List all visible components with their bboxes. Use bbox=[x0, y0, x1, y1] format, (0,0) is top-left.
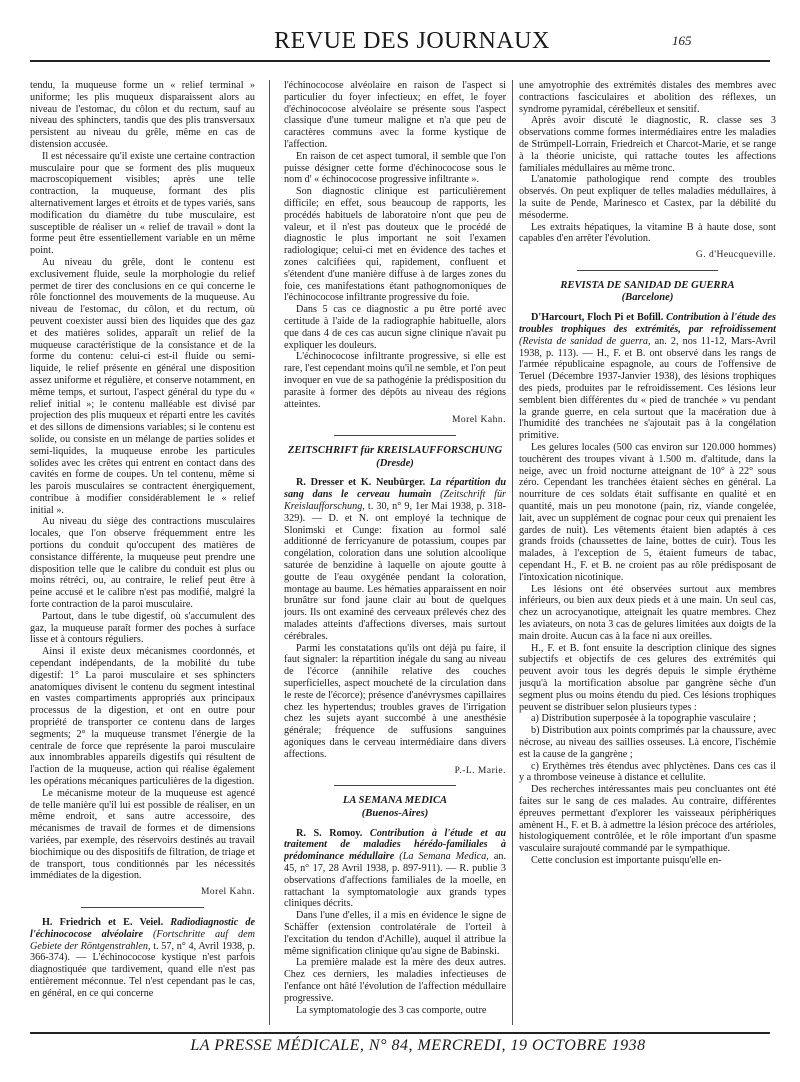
paragraph: Les lésions ont été observées surtout aux membres inférieurs, ou bien aux deux pieds et à une main. Un seul cas, chez un acrocyanotique, atteignait les quatre membres. Chez les aviateurs, on nota 3 cas de gelures limitées aux doigts de la main droite. Aucun cas à la face ni aux oreilles. bbox=[519, 583, 776, 642]
article-title: Radiodiagnostic de l'échinococose alvéolaire bbox=[30, 916, 255, 940]
paragraph: L'échinococose infiltrante progressive, si elle est rare, l'est cependant moins qu'il ne semble, et l'on peut invoquer en vue de sa pathogénie la prédisposition du parasite à former des dépôts au niveau des régions atteintes. bbox=[284, 351, 506, 410]
section-title: ZEITSCHRIFT für KREISLAUFFORSCHUNG bbox=[287, 445, 503, 457]
column-rule bbox=[512, 80, 513, 1025]
section-city: (Buenos-Aires) bbox=[361, 807, 429, 819]
page-header-title: REVUE DES JOURNAUX bbox=[274, 28, 550, 54]
article-body: — L'échinococose kystique n'est parfois diagnostiquée que tardivement, quand elle n'est pas entièrement méconnue. Tel n'est cependant pas le cas, en général, en ce qui concerne bbox=[30, 952, 255, 999]
paragraph: Il est nécessaire qu'il existe une certaine contraction musculaire pour que se forment des plis muqueux macroscopiquement visibles; après une telle contraction, la muqueuse, formant des plis alternativement larges et étroits et de types variés, sans modification du diamètre du tube musculaire, est susceptible de réaliser un « relief de travail » dont la forme peut être essentiellement variable en un même point. bbox=[30, 150, 255, 257]
paragraph: En raison de cet aspect tumoral, il semble que l'on puisse désigner cette forme d'échinococose sous le nom d' « échinococose progressive infiltrante ». bbox=[284, 150, 506, 186]
article-authors: H. Friedrich et E. Veiel. bbox=[42, 916, 164, 928]
article-entry bbox=[30, 917, 255, 1000]
signature: G. d'Heucqueville. bbox=[695, 250, 776, 261]
paragraph: Ainsi il existe deux mécanismes coordonnés, et cependant indépendants, de la mobilité du tube digestif: 1° La paroi musculaire et ses sphincters anatomiques divisent le contenu du segment intestinal en vastes compartiments appropriés aux principaux processus de la digestion, et ont en outre pour propriété de transporter ce contenu dans de larges segments; 2° la muqueuse transmet l'énergie de la centrale de force que représente la paroi musculaire aux innombrables appareils digestifs qui résultent de l'action de la muqueuse, action qui réalise également les opérations mécaniques particulières de la digestion. bbox=[30, 646, 255, 788]
paragraph: Dans l'une d'elles, il a mis en évidence le signe de Schäffer (extension controlatérale de l'orteil à l'excitation du tendon d'Achille), auquel il attribue la même signification clinique qu'au signe de Babinski. bbox=[284, 910, 506, 957]
paragraph: Les extraits hépatiques, la vitamine B à haute dose, sont capables d'en arrêter l'évolution. bbox=[519, 221, 776, 245]
paragraph: Des recherches intéressantes mais peu concluantes ont été faites sur le sang de ces malades. Au contraire, différentes épreuves permettant d'explorer les vaisseaux périphériques amènent H., F. et B. à admettre la lésion précoce des artérioles, histologiquement contrôlée, et le rôle important d'un spasme vasculaire surajouté commandé par le sympathique. bbox=[519, 784, 776, 855]
separator bbox=[81, 907, 205, 908]
paragraph: Dans 5 cas ce diagnostic a pu être porté avec certitude à l'aide de la radiographie habituelle, alors que dans 4 de ces cas aucun signe clinique n'avait pu expliquer les douleurs. bbox=[284, 304, 506, 351]
article-entry bbox=[284, 477, 506, 642]
article-body: — R. publie 3 observations d'affections familiales de la moelle, en rattachant la symptomatologie aux grands types cliniques décrits. bbox=[284, 863, 506, 910]
article-authors: R. Dresser et K. Neubürger. bbox=[296, 477, 426, 489]
paragraph: Son diagnostic clinique est particulièrement difficile; en effet, sous beaucoup de rapports, les procédés habituels de laboratoire n'ont que peu de valeur, et il n'est pas douteux que le procédé de diagnostic le plus important ne soit l'examen radiologique; celui-ci met en évidence des taches et zones calcifiées qui, rapidement, confluent et s'étendent d'une manière diffuse à de larges zones du foie, ces manifestations étant pathognomoniques de l'échinococose infiltrante progressive du foie. bbox=[284, 186, 506, 304]
section-title: REVISTA DE SANIDAD DE GUERRA bbox=[560, 279, 735, 291]
paragraph: H., F. et B. font ensuite la description clinique des signes subjectifs et objectifs de ces gelures des extrémités qui peuvent avoir tous les degrés depuis le simple érythème jusqu'à la mortification absolue par gangrène sèche d'un segment plus ou moins étendu du pied. Ces lésions trophiques peuvent se distribuer selon plusieurs types : bbox=[519, 642, 776, 713]
column-2 bbox=[284, 80, 506, 1028]
article-ref: t. 57, n° 4, Avril 1938, p. 366-374). bbox=[30, 940, 255, 964]
page-footer: LA PRESSE MÉDICALE, N° 84, MERCREDI, 19 OCTOBRE 1938 bbox=[190, 1037, 646, 1054]
signature: P.-L. Marie. bbox=[454, 765, 506, 776]
article-ref: an. 2, nos 11-12, Mars-Avril 1938, p. 113). bbox=[519, 335, 776, 359]
column-1 bbox=[30, 80, 255, 1028]
list-item: c) Erythèmes très étendus avec phlyctènes. Dans ces cas il y a thrombose veineuse à distance et cellulite. bbox=[519, 760, 776, 784]
paragraph: Au niveau du siège des contractions musculaires locales, que l'on observe fréquemment entre les portions du conduit qu'occupent des matières de consistance différente, la muqueuse peut prendre une disposition telle que le calibre du conduit est plus ou moins rétréci, ou, au contraire, le relief peut être à peine accusé et le calibre n'est pas modifié, malgré la forte contraction de la paroi musculaire. bbox=[30, 516, 255, 611]
separator bbox=[577, 270, 718, 271]
section-city: (Barcelone) bbox=[621, 292, 674, 304]
article-source: (Fortschritte auf dem Gebiete der Röntgenstrahlen, bbox=[30, 928, 255, 952]
article-ref: an. 45, n° 17, 28 Avril 1938, p. 897-911). bbox=[284, 851, 506, 875]
paragraph: Les gelures locales (500 cas environ sur 120.000 hommes) touchèrent des troupes vivant à 1.500 m. d'altitude, dans la neige, avec un froid nocturne atteignant de 10° à 22° sous zéro. Cependant les tranchées étaient sèches en général. La nourriture de ces soldats était suffisante en qualité et en quantité, mais un peu monotone (pain, riz, viande congelée, lait, avec un supplément de cognac pour ceux qui prenaient les gardes de nuit). Les vêtements étaient bien adaptés à ces grands froids (chaussettes de laine, bottes de cuir). Tous les malades, à l'exception de 5, étaient fumeurs de tabac, cependant H., F. et B. ne croient pas au rôle prédisposant de l'intoxication nicotinique. bbox=[519, 442, 776, 583]
column-rule bbox=[269, 80, 270, 1025]
article-ref: t. 30, n° 9, 1er Mai 1938, p. 318-329). bbox=[284, 501, 506, 524]
article-title: Contribution à l'étude et au traitement de maladies hérédo-familiales à prédominance médullaire bbox=[284, 827, 506, 863]
separator bbox=[334, 435, 456, 436]
paragraph: l'échinococose alvéolaire en raison de l'aspect si particulier du foyer infectieux; en effet, le foyer d'échinococose alvéolaire se présente sous l'aspect classique d'une tumeur maligne et n'a que peu de caractères communs avec la forme kystique de l'affection. bbox=[284, 80, 506, 150]
paragraph: Le mécanisme moteur de la muqueuse est agencé de telle manière qu'il lui est possible de réaliser, en un même endroit, et sans autre accessoire, des mécanismes de travail de formes et de dimensions variées, par exemple, des réservoirs destinés au travail biochimique ou des dispositifs de filtration, de triage et de transport, tous conditionnés par les nécessités immédiates de la digestion. bbox=[30, 787, 255, 882]
paragraph: Au niveau du grêle, dont le contenu est exclusivement fluide, seule la morphologie du relief permet de tirer des conclusions en ce qui concerne le rôle fonctionnel des mouvements de la muqueuse. Au niveau de l'estomac, du côlon, et du rectum, où peuvent coexister aussi bien des liquides que des gaz et des matières solides, apparaît un relief de la muqueuse caractéristique de la consistance et de la forme du contenu: celui-ci est-il fluide ou semi-liquide, le relief présente en général une disposition assez uniforme et régulière, et conserve notamment, en même temps, et surtout, l'aspect général du type du « relief initial »; le contenu malléable est divisé par projection des plis muqueux et réparti entre les cavités et des sillons de dimensions variables; si le contenu est solide, ou consiste en un mélange de parties solides et semi-liquides, la muqueuse enrobe les particules solides avec les crêtes qui entrent en contact dans des cavités en forme de coupes. Un tel contenu, même si les parois musculaires se contractent énergiquement, contribue à modifier considérablement le « relief initial ». bbox=[30, 256, 255, 516]
paragraph: Partout, dans le tube digestif, où s'accumulent des gaz, la muqueuse paraît former des poches à surface lisse et à contours réguliers. bbox=[30, 610, 255, 646]
article-authors: D'Harcourt, Floch Pi et Bofill. bbox=[531, 312, 664, 324]
paragraph: Cette conclusion est importante puisqu'elle en- bbox=[531, 854, 722, 866]
paragraph: tendu, la muqueuse forme un « relief terminal » uniforme; les plis muqueux disparaissent alors au niveau de l'estomac, du côlon et du rectum, sauf au niveau des sphincters, tandis que des plis transversaux persistent au niveau du grêle, même en cas de distension accusée. bbox=[30, 80, 255, 150]
article-source: (Revista de sanidad de guerra, bbox=[519, 335, 651, 347]
page-number: 165 bbox=[672, 33, 692, 48]
paragraph: une amyotrophie des extrémités distales des membres avec contractions fasciculaires et abolition des réflexes, un syndrome pyramidal, cérébelleux et sensitif. bbox=[519, 80, 776, 115]
section-city: (Dresde) bbox=[376, 457, 414, 469]
article-source: (Zeitschrift für Kreislaufforschung, bbox=[284, 489, 506, 512]
paragraph: Parmi les constatations qu'ils ont déjà pu faire, il faut signaler: la répartition inégale du sang au niveau de l'écorce (annihile relative des couches superficielles, aspect moucheté de la circulation dans le reste de l'écorce); présence d'anévrysmes capillaires chez les hypertendus; troubles graves de l'irrigation chez les sujets ayant succombé à une anesthésie générale; fréquence de suffusions sanguines agoniques dans le cerveau intermédiaire dans divers affections. bbox=[284, 642, 506, 760]
paragraph: L'anatomie pathologique rend compte des troubles observés. On peut expliquer de telles maladies médullaires, à la suite de Pende, Marinesco et Castex, par la débilité du mésoderme. bbox=[519, 174, 776, 221]
paragraph: La symptomatologie des 3 cas comporte, outre bbox=[296, 1004, 487, 1016]
column-3 bbox=[519, 80, 776, 1028]
signature: Morel Kahn. bbox=[200, 887, 255, 898]
section-title: LA SEMANA MEDICA bbox=[342, 795, 448, 807]
article-body: — D. et N. ont employé la technique de Slonimski et Cunge: fixation au formol salé additionné de ferricyanure de potassium, coupes par congélation, coloration dans une solution alcoolique saturée de benzidine à laquelle on ajoute goutte à goutte de l'eau oxygénée pendant la coloration, montage au baume. Les hématies apparaissent en noir brunâtre sur fond jaune clair au bout de quelques jours. Ils ont examiné des cerveaux prélevés chez des malades atteints d'affections diverses, mais surtout cérébrales. bbox=[284, 512, 506, 642]
separator bbox=[334, 785, 456, 786]
list-item: a) Distribution superposée à la topographie vasculaire ; bbox=[531, 713, 756, 725]
article-source: (La Semana Medica, bbox=[399, 851, 489, 863]
article-title: La répartition du sang dans le cerveau humain bbox=[284, 477, 506, 501]
list-item: b) Distribution aux points comprimés par la chaussure, avec nécrose, au niveau des saillies osseuses. Là encore, l'ischémie est la cause de la gangrène ; bbox=[519, 725, 776, 760]
article-entry bbox=[284, 828, 506, 911]
article-body: — H., F. et B. ont observé dans les rangs de l'armée républicaine espagnole, au cours de l'offensive de Teruel (Décembre 1937-Janvier 1938), des lésions trophiques des pieds, produites par le refroidissement. Ces lésions leur semblent bien différentes du « pied de tranchée » vu pendant la grande guerre, en cela surtout que la macération due à l'humidité des tranchées ne s'ajoutait pas à la congélation primitive. bbox=[519, 347, 776, 442]
paragraph: Après avoir discuté le diagnostic, R. classe ses 3 observations comme formes intermédiaires entre les maladies de Strümpell-Lorrain, Friedreich et Charcot-Marie, et se range à la théorie uniciste, qui rattache toutes les affections familiales médullaires au même tronc. bbox=[519, 115, 776, 174]
paragraph: La première malade est la mère des deux autres. Chez ces derniers, les maladies infectieuses de l'enfance ont hâté l'évolution de l'affection médullaire progressive. bbox=[284, 957, 506, 1004]
signature: Morel Kahn. bbox=[451, 415, 506, 426]
article-title: Contribution à l'étude des troubles trophiques des extrémités, par refroidissement bbox=[519, 312, 776, 336]
footer-rule bbox=[30, 1032, 770, 1034]
article-authors: R. S. Romoy. bbox=[296, 827, 363, 839]
article-entry bbox=[519, 312, 776, 442]
header-rule bbox=[30, 60, 770, 62]
